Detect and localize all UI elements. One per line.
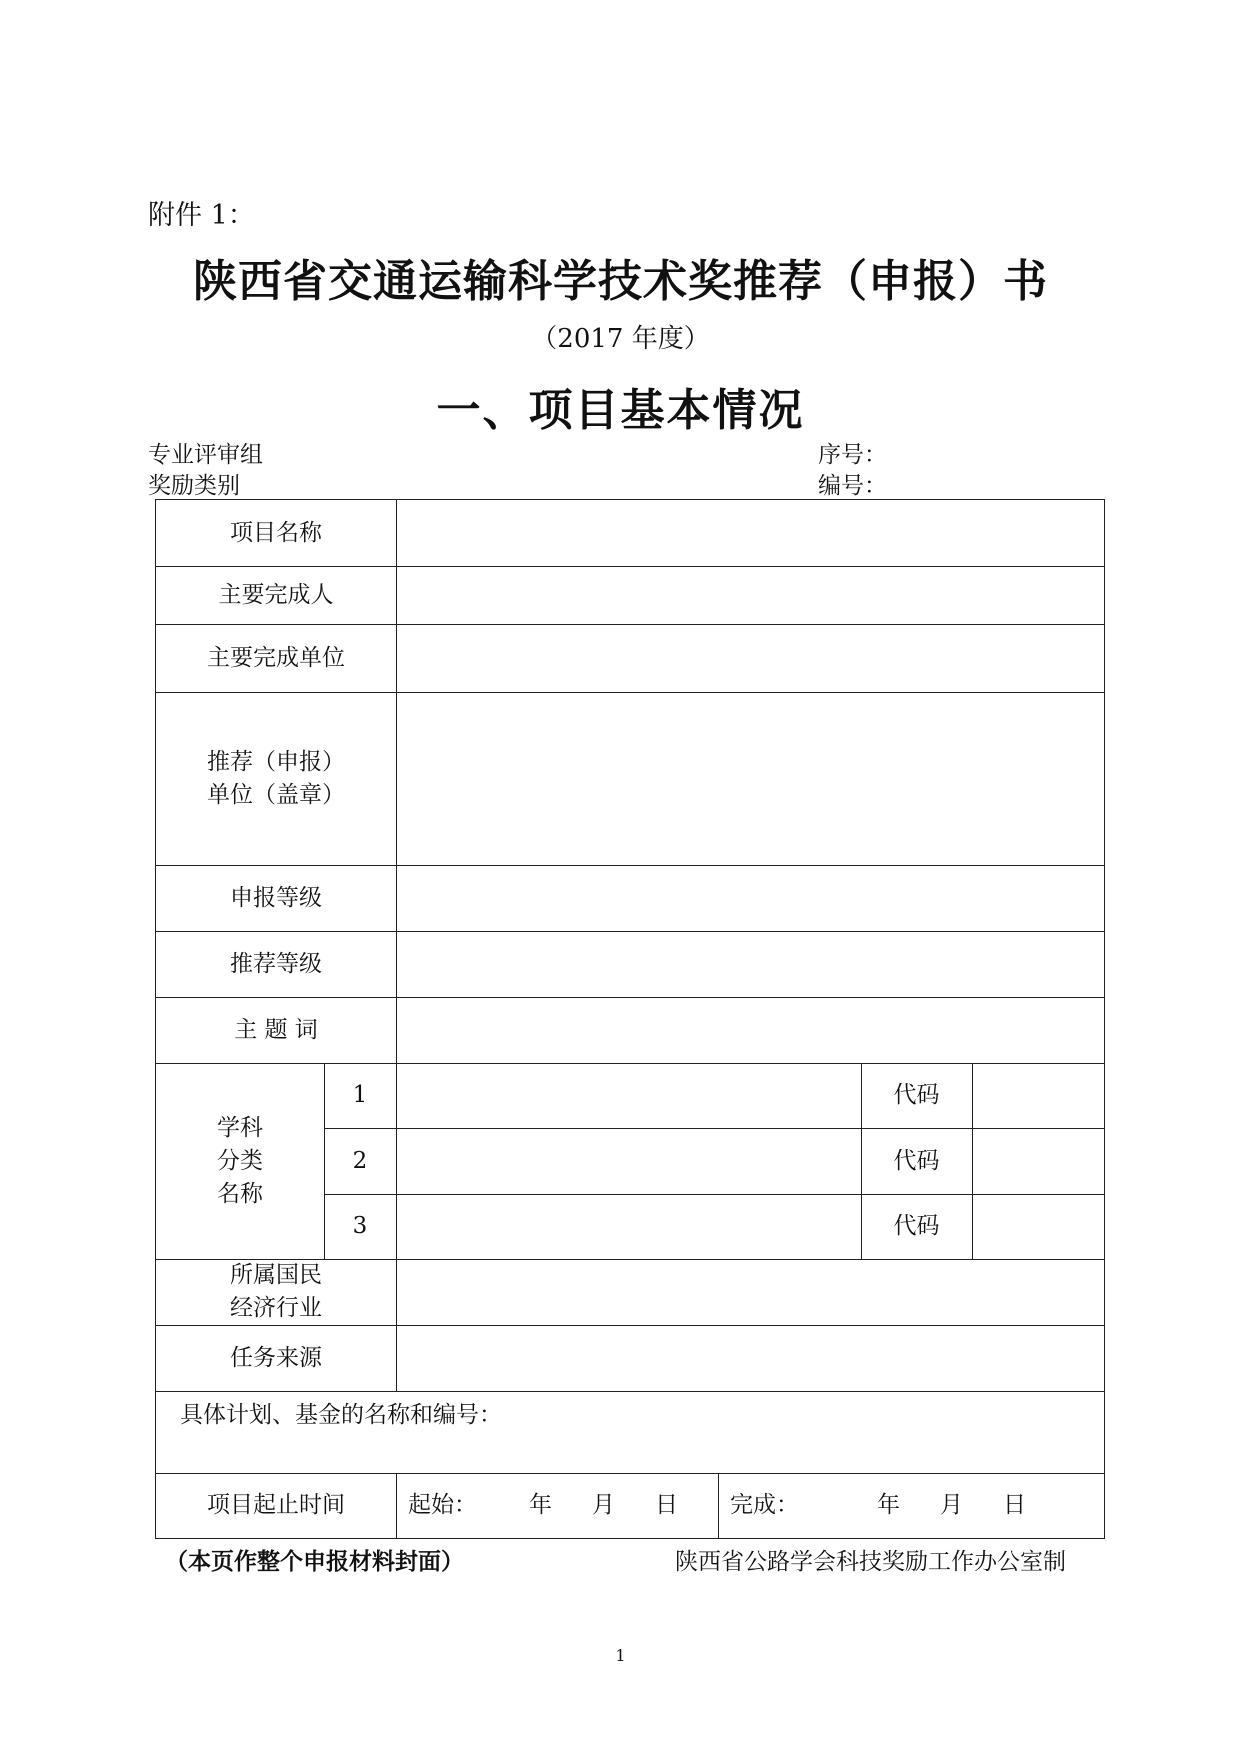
- discipline-code-label: 代码: [893, 1147, 940, 1174]
- finish-day-unit: 日: [1003, 1492, 1026, 1518]
- discipline-code-label: 代码: [893, 1082, 940, 1108]
- review-group-label: 专业评审组: [148, 442, 263, 468]
- main-persons-label: 主要完成人: [218, 581, 334, 608]
- recommend-level-label: 推荐等级: [230, 950, 322, 977]
- task-source-label: 任务来源: [230, 1344, 322, 1371]
- project-name-label: 项目名称: [230, 519, 322, 546]
- recommend-unit-label-line1: 推荐（申报）: [207, 748, 345, 775]
- section-heading: 一、项目基本情况: [436, 385, 805, 436]
- discipline-label-line2: 分类: [217, 1147, 263, 1174]
- main-persons-field[interactable]: [398, 566, 1104, 624]
- discipline-label: [156, 1063, 324, 1259]
- discipline-code-label: 代码: [893, 1213, 940, 1239]
- discipline-index: 2: [352, 1147, 368, 1174]
- finish-label: 完成：: [730, 1492, 799, 1518]
- industry-label-line2: 经济行业: [230, 1295, 322, 1321]
- discipline-name-field[interactable]: [398, 1128, 861, 1194]
- keywords-label: 主 题 词: [234, 1016, 318, 1043]
- column-divider: [396, 1473, 397, 1538]
- document-title: 陕西省交通运输科学技术奖推荐（申报）书: [193, 256, 1048, 307]
- recommend-unit-label-line2: 单位（盖章）: [207, 781, 345, 808]
- document-year: （2017 年度）: [531, 324, 710, 354]
- basic-info-form: [155, 499, 1105, 1539]
- recommend-level-field[interactable]: [398, 931, 1104, 997]
- discipline-label-line3: 名称: [217, 1180, 263, 1207]
- award-category-label: 奖励类别: [148, 473, 240, 499]
- recommend-unit-field[interactable]: [398, 692, 1104, 865]
- serial-number-label: 序号：: [818, 442, 887, 468]
- main-units-label: 主要完成单位: [207, 644, 345, 671]
- plan-fund-field[interactable]: [180, 1430, 1080, 1468]
- discipline-code-field[interactable]: [974, 1128, 1104, 1194]
- attachment-label: 附件 1：: [148, 200, 255, 231]
- finish-date-field[interactable]: [730, 1473, 1104, 1538]
- finish-year-unit: 年: [877, 1492, 900, 1518]
- row-divider: [156, 1391, 1104, 1392]
- discipline-label-line1: 学科: [217, 1114, 263, 1141]
- cover-note: （本页作整个申报材料封面）: [165, 1549, 464, 1575]
- page-number: 1: [615, 1646, 626, 1665]
- keywords-field[interactable]: [398, 997, 1104, 1063]
- discipline-code-field[interactable]: [974, 1063, 1104, 1128]
- recommend-unit-label: [156, 692, 396, 865]
- start-label: 起始：: [408, 1492, 477, 1518]
- project-name-field[interactable]: [398, 500, 1104, 566]
- apply-level-field[interactable]: [398, 865, 1104, 931]
- industry-label: [156, 1259, 396, 1325]
- task-source-field[interactable]: [398, 1325, 1104, 1391]
- start-date-field[interactable]: [408, 1473, 718, 1538]
- start-year-unit: 年: [529, 1492, 552, 1518]
- main-units-field[interactable]: [398, 624, 1104, 692]
- period-label: 项目起止时间: [207, 1492, 345, 1518]
- start-day-unit: 日: [655, 1492, 678, 1518]
- discipline-index: 1: [352, 1082, 368, 1108]
- column-divider: [972, 1063, 973, 1259]
- column-divider: [718, 1473, 719, 1538]
- finish-month-unit: 月: [940, 1492, 963, 1518]
- plan-fund-label: 具体计划、基金的名称和编号：: [180, 1402, 502, 1428]
- industry-field[interactable]: [398, 1259, 1104, 1325]
- column-divider: [396, 500, 397, 1391]
- start-month-unit: 月: [592, 1492, 615, 1518]
- discipline-index: 3: [352, 1213, 368, 1239]
- apply-level-label: 申报等级: [230, 884, 322, 911]
- discipline-name-field[interactable]: [398, 1063, 861, 1128]
- discipline-code-field[interactable]: [974, 1194, 1104, 1259]
- industry-label-line1: 所属国民: [230, 1262, 322, 1288]
- number-label: 编号：: [818, 473, 887, 499]
- discipline-name-field[interactable]: [398, 1194, 861, 1259]
- issuer-note: 陕西省公路学会科技奖励工作办公室制: [675, 1549, 1066, 1575]
